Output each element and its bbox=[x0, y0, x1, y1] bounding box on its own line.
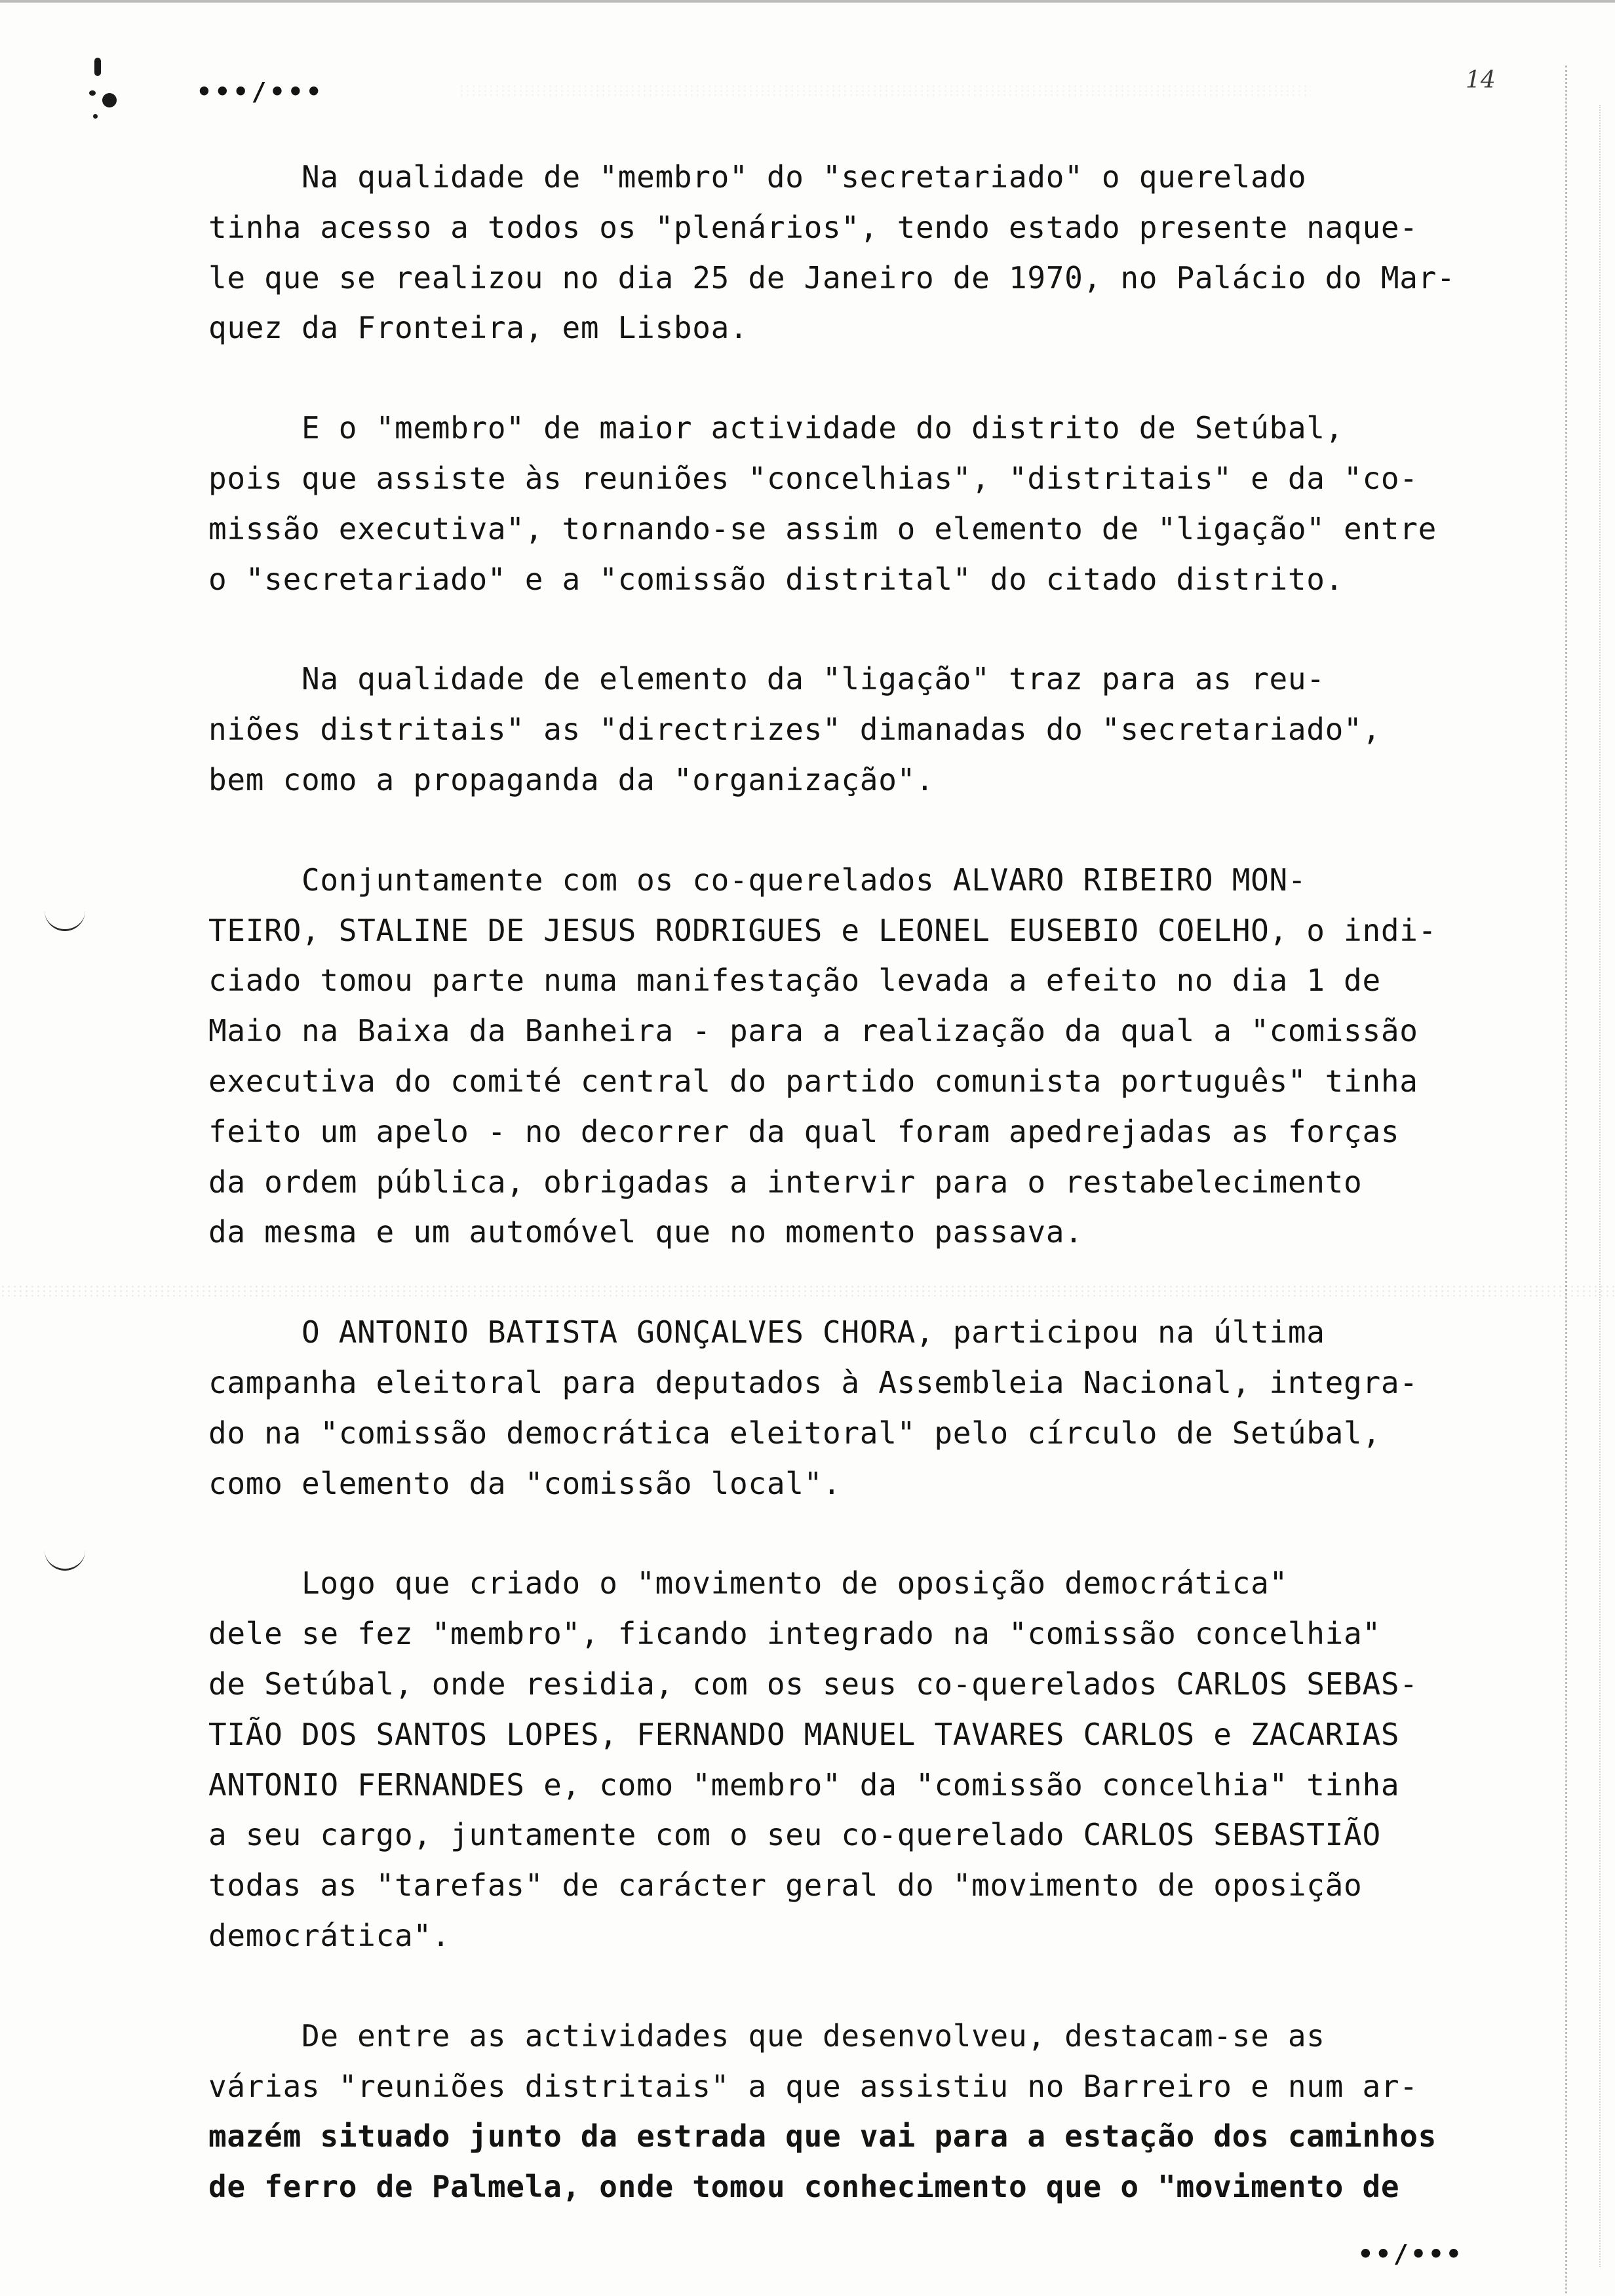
corner-ink-marks bbox=[85, 51, 125, 130]
text-line: TEIRO, STALINE DE JESUS RODRIGUES e LEONEL EUSEBIO COELHO, o indi- bbox=[208, 912, 1437, 948]
text-line: missão executiva", tornando-se assim o elemento de "ligação" entre bbox=[208, 510, 1437, 546]
text-line: várias "reuniões distritais" a que assistiu no Barreiro e num ar- bbox=[208, 2068, 1418, 2104]
text-line: quez da Fronteira, em Lisboa. bbox=[208, 310, 749, 346]
paragraph bbox=[208, 1307, 1546, 1508]
right-edge-noise-secondary bbox=[1599, 105, 1602, 2267]
text-line: E o "membro" de maior actividade do distrito de Setúbal, bbox=[208, 410, 1344, 446]
text-line: do na "comissão democrática eleitoral" pelo círculo de Setúbal, bbox=[208, 1415, 1381, 1451]
text-line: O ANTONIO BATISTA GONÇALVES CHORA, participou na última bbox=[208, 1314, 1325, 1350]
text-line: feito um apelo - no decorrer da qual foram apedrejadas as forças bbox=[208, 1113, 1400, 1149]
text-line: pois que assiste às reuniões "concelhias", "distritais" e da "co- bbox=[208, 460, 1418, 496]
text-line: da mesma e um automóvel que no momento passava. bbox=[208, 1214, 1083, 1250]
text-line: le que se realizou no dia 25 de Janeiro de 1970, no Palácio do Mar- bbox=[208, 259, 1456, 296]
text-line: bem como a propaganda da "organização". bbox=[208, 761, 935, 797]
header-continuation-mark: •••/••• bbox=[197, 77, 325, 106]
page-number: 14 bbox=[1466, 67, 1496, 94]
text-line: TIÃO DOS SANTOS LOPES, FERNANDO MANUEL TAVARES CARLOS e ZACARIAS bbox=[208, 1716, 1400, 1752]
text-line: dele se fez "membro", ficando integrado na "comissão concelhia" bbox=[208, 1616, 1381, 1652]
paragraph bbox=[208, 403, 1546, 604]
text-line: de Setúbal, onde residia, com os seus co-querelados CARLOS SEBAS- bbox=[208, 1666, 1418, 1702]
text-line: niões distritais" as "directrizes" dimanadas do "secretariado", bbox=[208, 712, 1381, 748]
text-line: Maio na Baixa da Banheira - para a realização da qual a "comissão bbox=[208, 1013, 1418, 1049]
paragraph bbox=[208, 855, 1546, 1257]
text-line: a seu cargo, juntamente com o seu co-querelado CARLOS SEBASTIÃO bbox=[208, 1817, 1381, 1853]
text-line: ANTONIO FERNANDES e, como "membro" da "comissão concelhia" tinha bbox=[208, 1767, 1400, 1803]
paragraph bbox=[208, 654, 1546, 805]
text-line: De entre as actividades que desenvolveu, destacam-se as bbox=[208, 2018, 1325, 2054]
text-line: mazém situado junto da estrada que vai para a estação dos caminhos bbox=[208, 2118, 1437, 2154]
top-edge-rule bbox=[0, 0, 1615, 3]
text-line: campanha eleitoral para deputados à Assembleia Nacional, integra- bbox=[208, 1364, 1418, 1400]
scan-speckle-band-top bbox=[459, 84, 1311, 97]
text-line: Logo que criado o "movimento de oposição democrática" bbox=[208, 1565, 1288, 1601]
text-line: executiva do comité central do partido comunista português" tinha bbox=[208, 1063, 1418, 1099]
right-edge-noise bbox=[1565, 66, 1569, 2293]
text-line: como elemento da "comissão local". bbox=[208, 1465, 842, 1501]
text-line: o "secretariado" e a "comissão distrital" do citado distrito. bbox=[208, 561, 1344, 597]
text-line: Conjuntamente com os co-querelados ALVARO RIBEIRO MON- bbox=[208, 862, 1307, 898]
text-line: democrática". bbox=[208, 1917, 451, 1953]
paragraph bbox=[208, 1558, 1546, 1961]
text-line: de ferro de Palmela, onde tomou conhecimento que o "movimento de bbox=[208, 2169, 1400, 2205]
footer-continuation-mark: ••/••• bbox=[1358, 2240, 1464, 2268]
paragraph bbox=[208, 2011, 1546, 2212]
text-line: Na qualidade de "membro" do "secretariado" o querelado bbox=[208, 159, 1307, 195]
text-line: todas as "tarefas" de carácter geral do "movimento de oposição bbox=[208, 1867, 1363, 1904]
punch-hole-mark bbox=[45, 1546, 85, 1571]
text-line: tinha acesso a todos os "plenários", tendo estado presente naque- bbox=[208, 209, 1418, 245]
document-body bbox=[208, 152, 1546, 2262]
punch-hole-mark bbox=[45, 907, 85, 931]
text-line: ciado tomou parte numa manifestação levada a efeito no dia 1 de bbox=[208, 963, 1381, 999]
paragraph bbox=[208, 152, 1546, 353]
text-line: Na qualidade de elemento da "ligação" traz para as reu- bbox=[208, 661, 1325, 697]
text-line: da ordem pública, obrigadas a intervir para o restabelecimento bbox=[208, 1164, 1363, 1200]
